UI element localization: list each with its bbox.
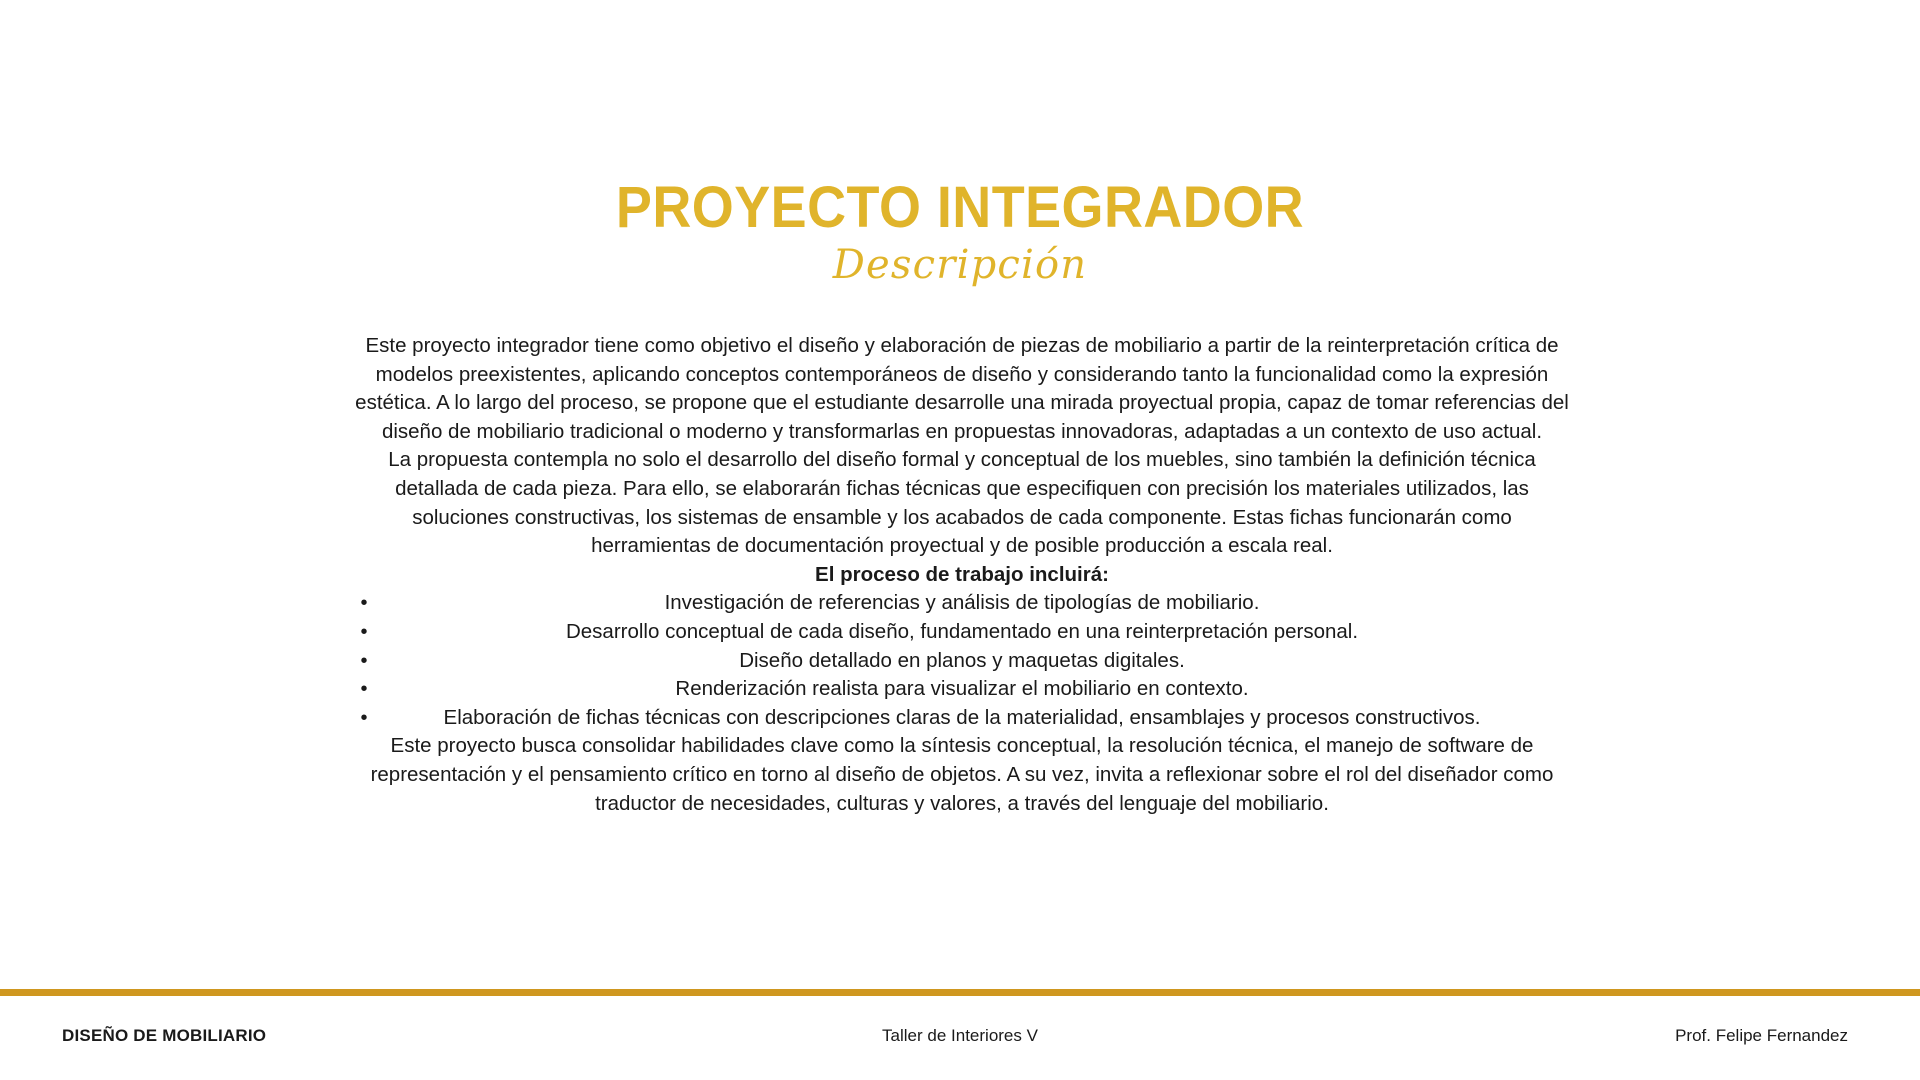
list-item-label: Investigación de referencias y análisis de tipologías de mobiliario. xyxy=(664,591,1260,615)
list-item xyxy=(350,618,1574,647)
footer-course-name: DISEÑO DE MOBILIARIO xyxy=(62,1026,267,1045)
page-title: PROYECTO INTEGRADOR xyxy=(615,175,1305,240)
bullet-marker-icon: • xyxy=(360,649,368,672)
paragraph-closing: Este proyecto busca consolidar habilidades clave como la síntesis conceptual, la resolución técnica, el manejo de software de representación y el pensamiento crítico en torno al diseño de objetos. A su vez, invita a reflexionar sobre el rol del diseñador como traductor de necesidades, culturas y valores, a través del lenguaje del mobiliario. xyxy=(370,734,1554,815)
list-item xyxy=(350,704,1574,733)
footer-divider xyxy=(0,989,1920,996)
process-bullet-list xyxy=(350,589,1574,732)
list-item xyxy=(350,589,1574,618)
bullet-marker-icon: • xyxy=(360,706,368,729)
list-item xyxy=(350,647,1574,676)
body-content xyxy=(350,332,1574,818)
list-item-label: Renderización realista para visualizar el mobiliario en contexto. xyxy=(675,677,1249,701)
list-item-label: Diseño detallado en planos y maquetas digitales. xyxy=(739,648,1185,672)
paragraph-objective: Este proyecto integrador tiene como objetivo el diseño y elaboración de piezas de mobiliario a partir de la reinterpretación crítica de modelos preexistentes, aplicando conceptos contemporáneos de diseño y considerando tanto la funcionalidad como la expresión estética. A lo largo del proceso, se propone que el estudiante desarrolle una mirada proyectual propia, capaz de tomar referencias del diseño de mobiliario tradicional o moderno y transformarlas en propuestas innovadoras, adaptadas a un contexto de uso actual. xyxy=(355,334,1569,443)
process-list-heading: El proceso de trabajo incluirá: xyxy=(815,562,1109,586)
slide-footer xyxy=(0,1026,1920,1056)
bullet-marker-icon: • xyxy=(360,592,368,615)
footer-workshop-name: Taller de Interiores V xyxy=(882,1026,1038,1045)
list-item xyxy=(350,675,1574,704)
paragraph-proposal: La propuesta contempla no solo el desarrollo del diseño formal y conceptual de los muebles, sino también la definición técnica detallada de cada pieza. Para ello, se elaborarán fichas técnicas que especifiquen con precisión los materiales utilizados, las soluciones constructivas, los sistemas de ensamble y los acabados de cada componente. Estas fichas funcionarán como herramientas de documentación proyectual y de posible producción a escala real. xyxy=(388,448,1536,558)
slide-header xyxy=(0,175,1920,289)
bullet-marker-icon: • xyxy=(360,678,368,701)
page-subtitle: Descripción xyxy=(832,242,1088,289)
bullet-marker-icon: • xyxy=(360,620,368,643)
footer-professor-name: Prof. Felipe Fernandez xyxy=(1675,1026,1848,1045)
list-item-label: Desarrollo conceptual de cada diseño, fundamentado en una reinterpretación personal. xyxy=(565,619,1359,643)
list-item-label: Elaboración de fichas técnicas con descripciones claras de la materialidad, ensamblajes y procesos constructivos. xyxy=(443,705,1481,729)
